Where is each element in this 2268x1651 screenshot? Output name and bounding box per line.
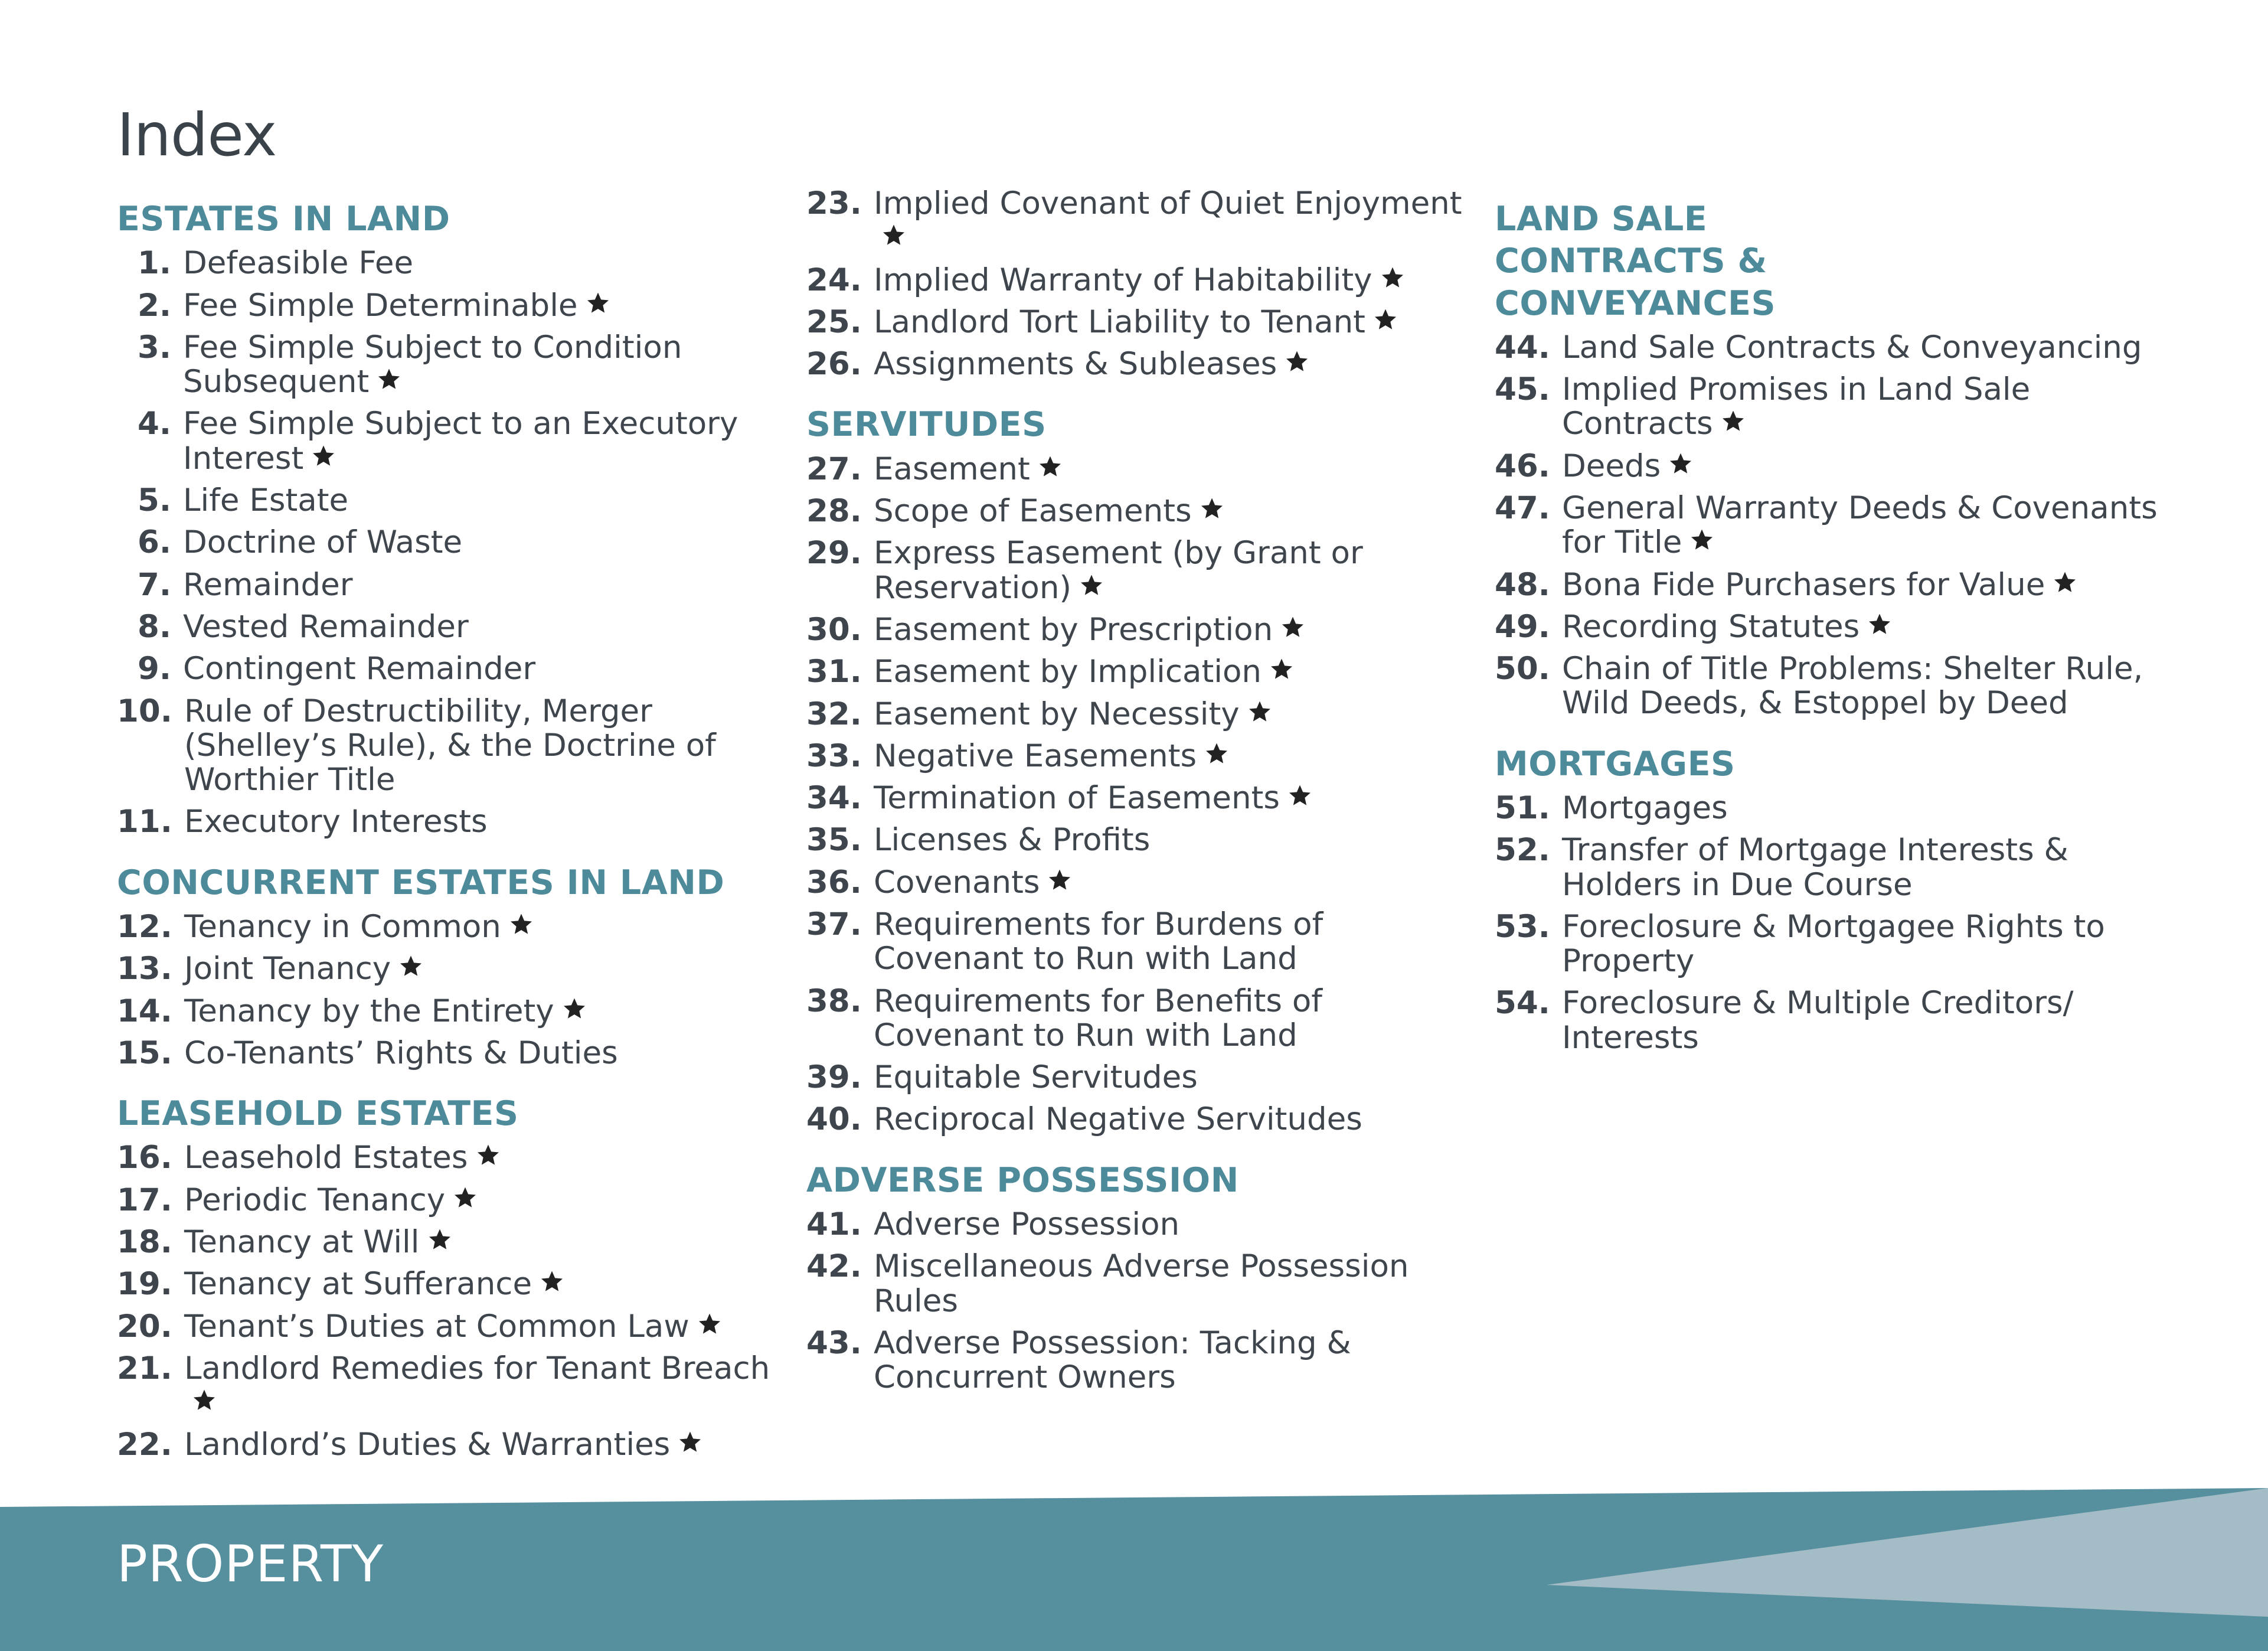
index-entry <box>117 289 778 323</box>
entry-title <box>1562 652 2162 721</box>
entry-text: Rule of Destructibility, Merger (Shelley’s Rule), & the Doctrine of Worthier Title <box>184 693 716 798</box>
entry-text: Termination of Easements <box>874 780 1280 817</box>
index-section <box>117 862 778 1071</box>
entry-text: Fee Simple Subject to an Executory Interest <box>183 406 738 477</box>
entry-text: Tenancy in Common <box>184 908 501 945</box>
entry-title <box>874 781 1479 815</box>
index-entry <box>1495 449 2162 484</box>
star-icon <box>563 997 586 1020</box>
index-entry <box>117 994 778 1029</box>
index-entry <box>806 263 1479 298</box>
entry-text: Equitable Servitudes <box>874 1059 1198 1096</box>
entry-title <box>184 1310 778 1344</box>
entry-text: Leasehold Estates <box>184 1140 468 1176</box>
entry-text: Joint Tenancy <box>184 951 391 987</box>
entry-title <box>1562 331 2162 365</box>
entry-text: Tenancy by the Entirety <box>184 993 554 1029</box>
entry-text: Implied Warranty of Habitability <box>874 262 1372 298</box>
entry-title <box>874 452 1479 487</box>
entry-title <box>874 1208 1479 1242</box>
entry-text: Scope of Easements <box>874 493 1192 530</box>
entry-number: 23. <box>806 185 862 221</box>
star-icon <box>882 223 906 247</box>
index-entry <box>117 1310 778 1344</box>
entry-number: 21. <box>117 1350 172 1386</box>
star-icon <box>540 1270 564 1293</box>
entry-text: Fee Simple Determinable <box>183 287 578 324</box>
entry-number: 47. <box>1495 490 1550 526</box>
index-entry <box>117 1267 778 1301</box>
index-entry <box>117 1352 778 1421</box>
entry-text: Landlord Remedies for Tenant Breach <box>184 1350 770 1386</box>
index-section <box>1495 198 2162 721</box>
index-entry <box>806 908 1479 977</box>
entry-title <box>874 655 1479 689</box>
entry-text: Bona Fide Purchasers for Value <box>1562 566 2045 603</box>
entry-number: 30. <box>806 611 862 648</box>
index-entry <box>117 652 778 686</box>
entry-text: Easement by Implication <box>874 654 1262 690</box>
index-entry <box>117 1183 778 1218</box>
star-icon <box>1285 350 1309 373</box>
index-entry <box>806 1249 1479 1319</box>
index-entry <box>117 484 778 518</box>
entry-text: Landlord’s Duties & Warranties <box>184 1427 671 1463</box>
index-entry <box>117 610 778 644</box>
entry-title <box>1562 568 2162 602</box>
index-entry <box>1495 568 2162 602</box>
entry-title <box>183 526 778 560</box>
entry-title <box>874 1061 1479 1095</box>
entry-number: 24. <box>806 262 862 298</box>
entry-number: 17. <box>117 1182 172 1218</box>
entry-title <box>874 908 1479 977</box>
index-entry <box>117 1036 778 1071</box>
entry-title <box>874 866 1479 900</box>
star-icon <box>1248 700 1272 723</box>
entry-title <box>184 805 778 839</box>
entry-text: Easement <box>874 451 1030 487</box>
entry-text: Recording Statutes <box>1562 608 1860 645</box>
entry-title <box>184 1428 778 1462</box>
entry-number: 8. <box>137 608 171 645</box>
entry-text: Requirements for Burdens of Covenant to Run with Land <box>874 906 1323 977</box>
footer-label: PROPERTY <box>117 1535 384 1594</box>
index-entry <box>806 347 1479 381</box>
index-entry <box>806 984 1479 1053</box>
star-icon <box>1205 742 1228 765</box>
index-entry <box>117 1428 778 1462</box>
entry-number: 41. <box>806 1206 862 1243</box>
entry-title <box>1562 610 2162 644</box>
entry-text: General Warranty Deeds & Covenants for Title <box>1562 490 2158 561</box>
entry-title <box>183 407 778 476</box>
entry-number: 11. <box>117 804 172 840</box>
index-entry <box>117 910 778 944</box>
star-icon <box>678 1430 702 1454</box>
entry-text: Defeasible Fee <box>183 245 414 282</box>
entry-title <box>874 1102 1479 1137</box>
index-entry <box>1495 833 2162 902</box>
entry-number: 36. <box>806 864 862 900</box>
page-title: Index <box>117 100 277 169</box>
entry-text: Foreclosure & Mortgagee Rights to Property <box>1562 908 2105 980</box>
index-column-3 <box>1495 198 2162 1078</box>
entry-text: Covenants <box>874 864 1040 900</box>
entry-text: Express Easement (by Grant or Reservation) <box>874 535 1363 606</box>
entry-number: 2. <box>137 287 171 324</box>
entry-number: 48. <box>1495 566 1550 603</box>
entry-title <box>1562 373 2162 442</box>
star-icon <box>1868 612 1891 636</box>
entry-text: Foreclosure & Multiple Creditors/ Interests <box>1562 985 2074 1056</box>
entry-text: Negative Easements <box>874 738 1197 774</box>
entry-number: 1. <box>137 245 171 282</box>
entry-text: Adverse Possession: Tacking & Concurrent Owners <box>874 1324 1351 1396</box>
star-icon <box>453 1186 477 1209</box>
entry-text: Vested Remainder <box>183 608 469 645</box>
entry-number: 31. <box>806 654 862 690</box>
entry-number: 20. <box>117 1308 172 1345</box>
entry-number: 15. <box>117 1035 172 1071</box>
entry-number: 37. <box>806 906 862 942</box>
star-icon <box>698 1312 721 1336</box>
entry-text: Periodic Tenancy <box>184 1182 446 1218</box>
index-entry <box>1495 791 2162 826</box>
entry-title <box>183 568 778 602</box>
star-icon <box>509 912 533 936</box>
star-icon <box>1048 868 1071 892</box>
entry-number: 16. <box>117 1140 172 1176</box>
entry-text: Deeds <box>1562 448 1661 484</box>
entry-title <box>1562 910 2162 979</box>
entry-number: 27. <box>806 451 862 487</box>
entry-text: Licenses & Profits <box>874 822 1151 859</box>
index-section <box>117 1093 778 1463</box>
entry-text: Implied Covenant of Quiet Enjoyment <box>874 185 1462 221</box>
index-entry <box>1495 373 2162 442</box>
entry-text: Land Sale Contracts & Conveyancing <box>1562 329 2142 366</box>
entry-number: 44. <box>1495 329 1550 366</box>
index-entry <box>806 494 1479 528</box>
index-entry <box>806 1326 1479 1395</box>
entry-title <box>1562 491 2162 560</box>
entry-number: 34. <box>806 780 862 817</box>
entry-text: Chain of Title Problems: Shelter Rule, Wild Deeds, & Estoppel by Deed <box>1562 651 2143 722</box>
star-icon <box>1669 452 1692 475</box>
entry-text: Co-Tenants’ Rights & Duties <box>184 1035 618 1071</box>
index-entry <box>806 781 1479 815</box>
index-entry <box>117 407 778 476</box>
entry-number: 46. <box>1495 448 1550 484</box>
index-entry <box>806 187 1479 256</box>
star-icon <box>1200 497 1224 520</box>
entry-number: 6. <box>137 524 171 561</box>
entry-number: 19. <box>117 1266 172 1303</box>
entry-title <box>183 610 778 644</box>
entry-title <box>874 263 1479 298</box>
index-entry <box>117 694 778 798</box>
entry-title <box>184 1225 778 1260</box>
entry-text: Reciprocal Negative Servitudes <box>874 1101 1362 1138</box>
entry-number: 13. <box>117 951 172 987</box>
index-entry <box>806 739 1479 774</box>
index-entry <box>117 1225 778 1260</box>
index-entry <box>1495 331 2162 365</box>
entry-number: 18. <box>117 1223 172 1260</box>
entry-title <box>874 494 1479 528</box>
section-heading: SERVITUDES <box>806 405 1047 445</box>
star-icon <box>1381 266 1404 289</box>
star-icon <box>1690 528 1714 552</box>
entry-title <box>183 484 778 518</box>
index-entry <box>1495 910 2162 979</box>
entry-text: Remainder <box>183 566 353 603</box>
entry-text: Implied Promises in Land Sale Contracts <box>1562 371 2031 442</box>
entry-number: 42. <box>806 1248 862 1285</box>
index-entry <box>806 1061 1479 1095</box>
entry-title <box>874 305 1479 340</box>
entry-title <box>874 697 1479 732</box>
entry-number: 26. <box>806 346 862 383</box>
entry-number: 54. <box>1495 985 1550 1022</box>
entry-number: 43. <box>806 1324 862 1361</box>
entry-text: Doctrine of Waste <box>183 524 463 561</box>
star-icon <box>399 954 423 978</box>
entry-title <box>184 994 778 1029</box>
entry-text: Easement by Necessity <box>874 696 1240 732</box>
star-icon <box>586 291 610 315</box>
entry-number: 7. <box>137 566 171 603</box>
entry-title <box>184 1141 778 1175</box>
section-heading: ESTATES IN LAND <box>117 200 450 239</box>
index-entry <box>117 331 778 400</box>
entry-title <box>184 1267 778 1301</box>
index-entry <box>806 536 1479 605</box>
index-entry <box>1495 491 2162 560</box>
index-entry <box>1495 652 2162 721</box>
entry-number: 9. <box>137 651 171 687</box>
entry-title <box>183 246 778 280</box>
entry-number: 33. <box>806 738 862 774</box>
entry-title <box>184 1036 778 1071</box>
star-icon <box>192 1388 216 1412</box>
star-icon <box>1080 573 1103 597</box>
section-heading: LEASEHOLD ESTATES <box>117 1094 519 1134</box>
entry-text: Contingent Remainder <box>183 651 536 687</box>
index-entry <box>117 568 778 602</box>
entry-title <box>183 289 778 323</box>
index-entry <box>806 1102 1479 1137</box>
entry-title <box>184 1183 778 1218</box>
entry-text: Tenancy at Will <box>184 1223 420 1260</box>
entry-text: Requirements for Benefits of Covenant to Run with Land <box>874 983 1322 1053</box>
entry-text: Mortgages <box>1562 789 1728 826</box>
entry-number: 12. <box>117 908 172 945</box>
entry-title <box>184 1352 778 1421</box>
entry-number: 4. <box>137 406 171 442</box>
entry-title <box>183 652 778 686</box>
entry-number: 28. <box>806 493 862 530</box>
entry-title <box>1562 833 2162 902</box>
star-icon <box>312 444 335 468</box>
entry-text: Life Estate <box>183 482 349 519</box>
star-icon <box>2053 570 2077 594</box>
entry-number: 3. <box>137 329 171 366</box>
star-icon <box>1270 657 1293 681</box>
entry-text: Assignments & Subleases <box>874 346 1277 383</box>
entry-number: 45. <box>1495 371 1550 408</box>
index-entry <box>117 526 778 560</box>
entry-title <box>1562 791 2162 826</box>
entry-text: Tenancy at Sufferance <box>184 1266 532 1303</box>
entry-title <box>184 694 778 798</box>
star-icon <box>428 1228 452 1251</box>
entry-title <box>874 347 1479 381</box>
index-entry <box>117 1141 778 1175</box>
entry-title <box>874 739 1479 774</box>
index-section <box>806 404 1479 1137</box>
entry-number: 49. <box>1495 608 1550 645</box>
star-icon <box>1721 409 1745 433</box>
index-entry <box>117 805 778 839</box>
index-entry <box>117 246 778 280</box>
star-icon <box>1038 455 1062 478</box>
index-entry <box>1495 986 2162 1055</box>
entry-text: Landlord Tort Liability to Tenant <box>874 304 1365 340</box>
index-entry <box>806 823 1479 857</box>
index-entry <box>806 613 1479 647</box>
entry-title <box>874 984 1479 1053</box>
entry-number: 10. <box>117 693 172 729</box>
index-section <box>806 1160 1479 1395</box>
index-entry <box>806 697 1479 732</box>
entry-number: 25. <box>806 304 862 340</box>
index-entry <box>806 655 1479 689</box>
entry-title <box>874 187 1479 256</box>
entry-title <box>184 952 778 986</box>
index-section <box>1495 743 2162 1055</box>
index-entry <box>1495 610 2162 644</box>
index-entry <box>806 1208 1479 1242</box>
entry-text: Transfer of Mortgage Interests & Holders in Due Course <box>1562 832 2068 903</box>
entry-number: 35. <box>806 822 862 859</box>
index-entry <box>117 952 778 986</box>
index-entry <box>806 305 1479 340</box>
entry-number: 5. <box>137 482 171 519</box>
index-column-1 <box>117 198 778 1485</box>
entry-number: 51. <box>1495 789 1550 826</box>
entry-title <box>184 910 778 944</box>
entry-title <box>874 823 1479 857</box>
entry-text: Executory Interests <box>184 804 488 840</box>
index-entry <box>806 452 1479 487</box>
entry-title <box>1562 986 2162 1055</box>
entry-number: 39. <box>806 1059 862 1096</box>
entry-number: 50. <box>1495 651 1550 687</box>
entry-text: Miscellaneous Adverse Possession Rules <box>874 1248 1409 1319</box>
entry-number: 52. <box>1495 832 1550 869</box>
entry-title <box>874 536 1479 605</box>
entry-title <box>874 613 1479 647</box>
entry-number: 29. <box>806 535 862 572</box>
index-section <box>117 198 778 840</box>
entry-number: 22. <box>117 1427 172 1463</box>
entry-text: Tenant’s Duties at Common Law <box>184 1308 689 1345</box>
section-heading: ADVERSE POSSESSION <box>806 1160 1239 1200</box>
entry-title <box>874 1326 1479 1395</box>
section-heading: LAND SALE CONTRACTS & CONVEYANCES <box>1495 200 1776 323</box>
star-icon <box>377 367 401 391</box>
entry-number: 14. <box>117 993 172 1029</box>
section-heading: MORTGAGES <box>1495 744 1736 784</box>
section-heading: CONCURRENT ESTATES IN LAND <box>117 863 725 902</box>
index-column-2 <box>806 187 1479 1418</box>
entry-number: 40. <box>806 1101 862 1138</box>
star-icon <box>1288 784 1312 807</box>
star-icon <box>476 1143 500 1167</box>
entry-title <box>1562 449 2162 484</box>
entry-text: Fee Simple Subject to Condition Subsequent <box>183 329 682 400</box>
star-icon <box>1374 308 1397 331</box>
entry-number: 38. <box>806 983 862 1019</box>
star-icon <box>1281 615 1305 639</box>
entry-number: 32. <box>806 696 862 732</box>
entry-title <box>183 331 778 400</box>
entry-text: Adverse Possession <box>874 1206 1180 1243</box>
index-entry <box>806 866 1479 900</box>
index-section <box>806 187 1479 381</box>
entry-text: Easement by Prescription <box>874 611 1273 648</box>
entry-number: 53. <box>1495 908 1550 945</box>
entry-title <box>874 1249 1479 1319</box>
